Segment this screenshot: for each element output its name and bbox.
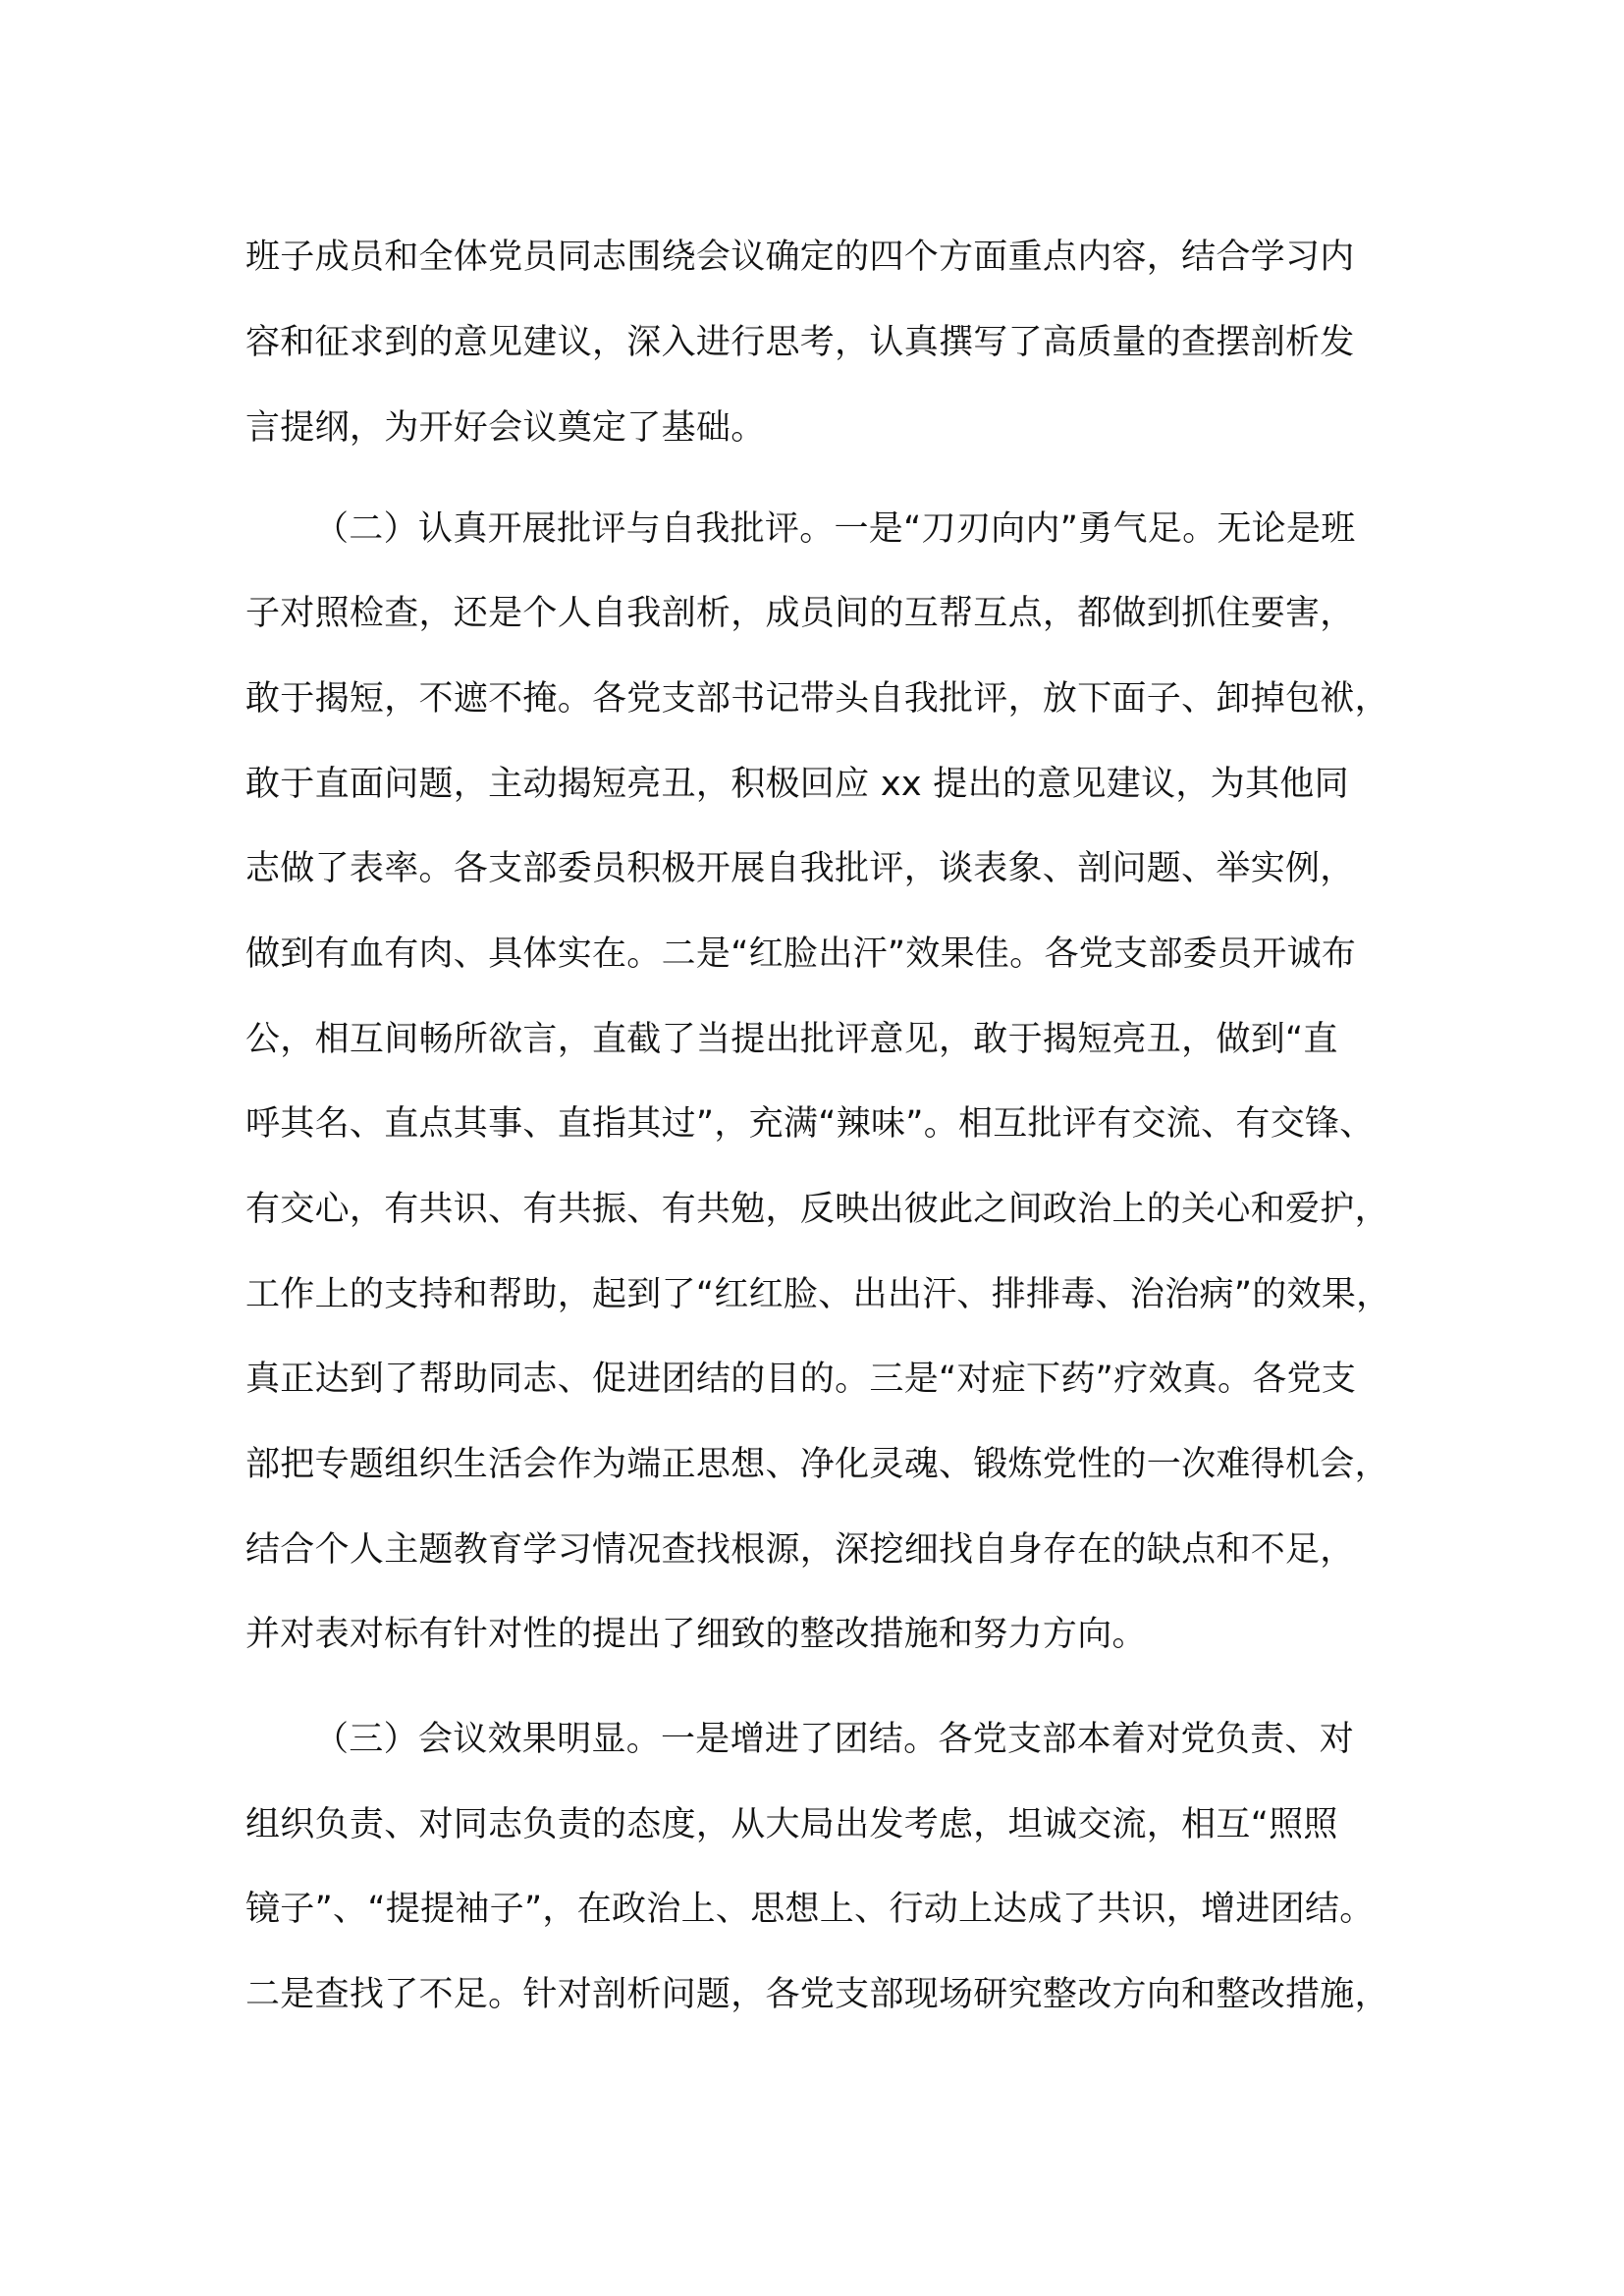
paragraph-line: 做到有血有肉、具体实在。二是“红脸出汗”效果佳。各党支部委员开诚布	[245, 934, 1357, 974]
paragraph-line: 结合个人主题教育学习情况查找根源，深挖细找自身存在的缺点和不足，	[245, 1530, 1355, 1570]
paragraph-line: 组织负责、对同志负责的态度，从大局出发考虑，坦诚交流，相互“照照	[245, 1805, 1338, 1844]
paragraph-line: 二是查找了不足。针对剖析问题，各党支部现场研究整改方向和整改措施，	[245, 1975, 1389, 2014]
paragraph-line: 敢于直面问题，主动揭短亮丑，积极回应 xx 提出的意见建议，为其他同	[245, 765, 1349, 804]
paragraph-line: 镜子”、“提提袖子”，在政治上、思想上、行动上达成了共识，增进团结。	[245, 1890, 1375, 1929]
paragraph-line: 工作上的支持和帮助，起到了“红红脸、出出汗、排排毒、治治病”的效果，	[245, 1275, 1391, 1314]
paragraph-line: 并对表对标有针对性的提出了细致的整改措施和努力方向。	[245, 1615, 1147, 1654]
section-three-heading-line: （三）会议效果明显。一是增进了团结。各党支部本着对党负责、对	[314, 1720, 1355, 1759]
paragraph-line: 敢于揭短，不遮不掩。各党支部书记带头自我批评，放下面子、卸掉包袱，	[245, 679, 1389, 719]
paragraph-line: 呼其名、直点其事、直指其过”，充满“辣味”。相互批评有交流、有交锋、	[245, 1104, 1375, 1144]
section-two-heading-line: （二）认真开展批评与自我批评。一是“刀刃向内”勇气足。无论是班	[314, 509, 1356, 549]
paragraph-line: 真正达到了帮助同志、促进团结的目的。三是“对症下药”疗效真。各党支	[245, 1360, 1357, 1399]
paragraph-line: 言提纲，为开好会议奠定了基础。	[245, 408, 766, 448]
paragraph-line: 公，相互间畅所欲言，直截了当提出批评意见，敢于揭短亮丑，做到“直	[245, 1020, 1338, 1059]
paragraph-line: 班子成员和全体党员同志围绕会议确定的四个方面重点内容，结合学习内	[245, 238, 1355, 277]
paragraph-line: 子对照检查，还是个人自我剖析，成员间的互帮互点，都做到抓住要害，	[245, 594, 1355, 633]
paragraph-line: 部把专题组织生活会作为端正思想、净化灵魂、锻炼党性的一次难得机会，	[245, 1445, 1389, 1484]
paragraph-line: 志做了表率。各支部委员积极开展自我批评，谈表象、剖问题、举实例，	[245, 849, 1355, 888]
paragraph-line: 有交心，有共识、有共振、有共勉，反映出彼此之间政治上的关心和爱护，	[245, 1190, 1389, 1229]
paragraph-line: 容和征求到的意见建议，深入进行思考，认真撰写了高质量的查摆剖析发	[245, 323, 1355, 362]
